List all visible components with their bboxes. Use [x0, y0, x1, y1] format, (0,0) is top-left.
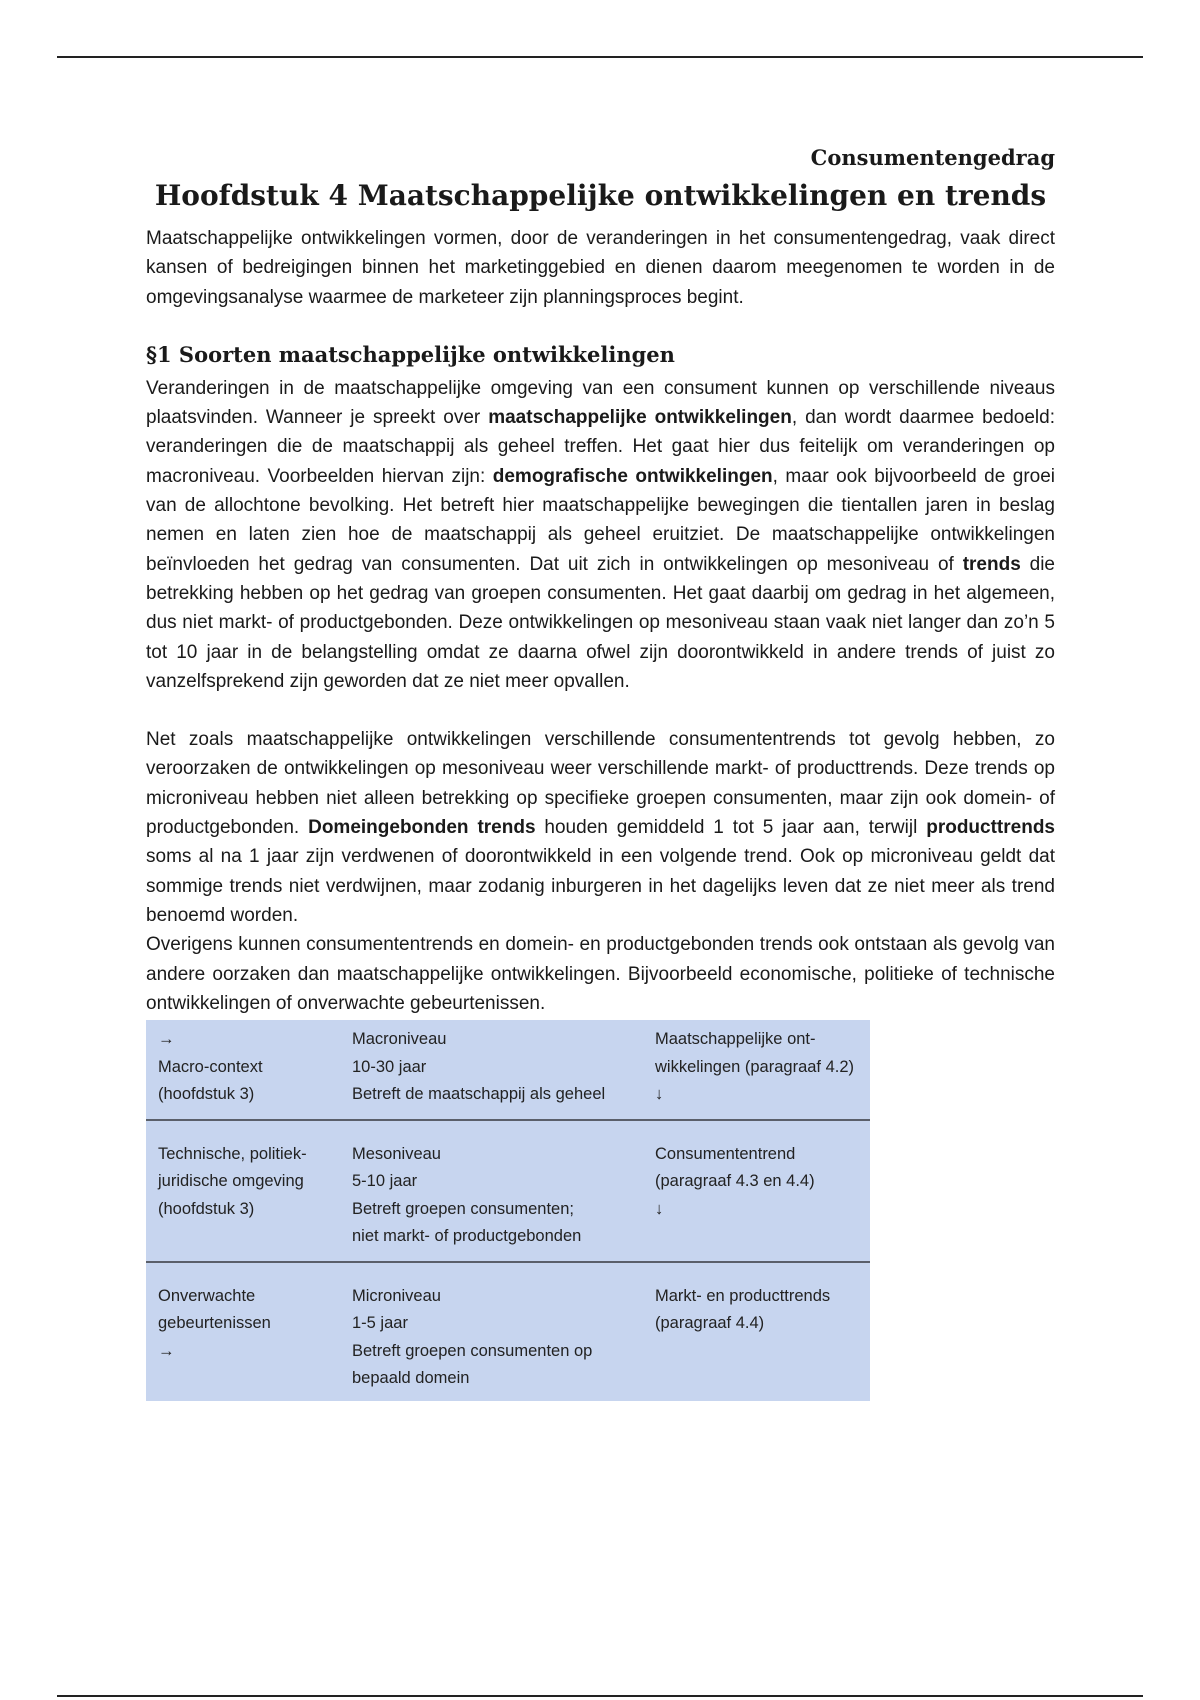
- schema-cell-line: Maatschappelijke ont-: [655, 1030, 816, 1049]
- levels-schema-table: [146, 1020, 870, 1401]
- text-run: , maar ook bijvoorbeeld de groei van de allochtone bevolking. Het betreft hier maatschappelijke bewegingen die tientallen jaren in beslag nemen en laten zien hoe de maatschappij als geheel eruitziet. De maatschappelijke ontwikkelingen beïnvloeden het gedrag van consumenten. Dat uit zich in ontwikkelingen op mesoniveau of: [146, 465, 1056, 575]
- bold-term: Domeingebonden trends: [308, 817, 536, 839]
- schema-cell: [655, 1141, 870, 1251]
- schema-cell-line: →: [158, 1030, 175, 1049]
- intro-paragraph: Maatschappelijke ontwikkelingen vormen, door de veranderingen in het consumentengedrag, vaak direct kansen of bedreigingen binnen het marketinggebied en dienen daarom meegenomen te worden in de omgevingsanalyse waarmee de marketeer zijn planningsproces begint.: [146, 228, 1055, 308]
- schema-cell-line: Mesoniveau: [352, 1144, 441, 1163]
- text-run: die betrekking hebben op het gedrag van groepen consumenten. Het gaat daarbij om gedrag in het algemeen, dus niet markt- of productgebonden. Deze ontwikkelingen op mesoniveau staan vaak niet langer dan zo’n 5 tot 10 jaar in de belangstelling omdat ze daarna ofwel zijn doorontwikkeld in andere trends of juist zo vanzelfsprekend zijn geworden dat ze niet meer opvallen.: [146, 553, 1055, 692]
- schema-row: [146, 1026, 870, 1121]
- text-run: Net zoals maatschappelijke ontwikkelingen verschillende consumententrends tot gevolg hebben, zo veroorzaken de ontwikkelingen op mesoniveau weer verschillende markt- of producttrends. Deze trends op microniveau hebben niet alleen betrekking op specifieke groepen consumenten, maar zijn ook domein- of productgebonden.: [146, 729, 1055, 839]
- schema-cell-line: wikkelingen (paragraaf 4.2): [655, 1057, 855, 1076]
- schema-cell: [158, 1141, 352, 1251]
- bottom-rule: [57, 1695, 1143, 1697]
- schema-cell-line: ↓: [655, 1199, 664, 1218]
- text-run: houden gemiddeld 1 tot 5 jaar aan, terwijl: [535, 817, 927, 839]
- section-paragraph-1: [146, 374, 1055, 696]
- bold-term: demografische ontwikkelingen: [492, 465, 773, 487]
- bold-term: maatschappelijke ontwikkelingen: [488, 407, 792, 429]
- text-run: soms al na 1 jaar zijn verdwenen of doorontwikkeld in een volgende trend. Ook op microniveau geldt dat sommige trends niet verdwijnen, maar zodanig inburgeren in het dagelijks leven dat ze niet meer als trend benoemd worden.: [146, 846, 1055, 926]
- schema-cell-line: bepaald domein: [352, 1369, 470, 1388]
- schema-cell-line: Microniveau: [352, 1286, 441, 1305]
- schema-cell-line: Consumententrend: [655, 1144, 796, 1163]
- schema-cell-line: Macro-context: [158, 1057, 263, 1076]
- schema-cell-line: 1-5 jaar: [352, 1314, 408, 1333]
- schema-row: [146, 1141, 870, 1263]
- bold-term: producttrends: [926, 817, 1055, 839]
- schema-cell-line: gebeurtenissen: [158, 1314, 271, 1333]
- subject-header: Consumentengedrag: [810, 145, 1055, 170]
- schema-cell-line: →: [158, 1341, 175, 1360]
- section-paragraph-3: Overigens kunnen consumententrends en domein- en productgebonden trends ook ontstaan als gevolg van andere oorzaken dan maatschappelijke ontwikkelingen. Bijvoorbeeld economische, politieke of technische ontwikkelingen of onverwachte gebeurtenissen.: [146, 934, 1055, 1014]
- schema-cell-line: (paragraaf 4.4): [655, 1314, 765, 1333]
- schema-cell: [655, 1026, 870, 1109]
- text-run: Veranderingen in de maatschappelijke omgeving van een consument kunnen op verschillende niveaus plaatsvinden. Wanneer je spreekt over: [146, 377, 1055, 429]
- schema-cell-line: Markt- en producttrends: [655, 1286, 831, 1305]
- schema-cell-line: Betreft groepen consumenten op: [352, 1341, 593, 1360]
- schema-cell-line: 5-10 jaar: [352, 1172, 418, 1191]
- schema-cell-line: Technische, politiek-: [158, 1144, 307, 1163]
- schema-cell: [158, 1026, 352, 1109]
- bold-term: trends: [962, 553, 1021, 575]
- top-rule: [57, 56, 1143, 58]
- schema-cell-line: Macroniveau: [352, 1030, 447, 1049]
- schema-cell-line: 10-30 jaar: [352, 1057, 427, 1076]
- document-page: [146, 138, 1055, 1401]
- schema-cell-line: ↓: [655, 1085, 664, 1104]
- schema-cell: [352, 1141, 655, 1251]
- schema-cell-line: (hoofdstuk 3): [158, 1199, 255, 1218]
- section-paragraph-2: [146, 725, 1055, 930]
- schema-cell: [655, 1283, 870, 1393]
- schema-cell-line: niet markt- of productgebonden: [352, 1227, 582, 1246]
- schema-cell: [352, 1283, 655, 1393]
- schema-cell-line: Onverwachte: [158, 1286, 256, 1305]
- schema-cell: [158, 1283, 352, 1393]
- schema-cell-line: juridische omgeving: [158, 1172, 304, 1191]
- schema-row: [146, 1283, 870, 1393]
- schema-cell-line: Betreft groepen consumenten;: [352, 1199, 574, 1218]
- schema-cell-line: Betreft de maatschappij als geheel: [352, 1085, 606, 1104]
- chapter-title: Hoofdstuk 4 Maatschappelijke ontwikkelingen en trends: [154, 179, 1047, 212]
- section-title: §1 Soorten maatschappelijke ontwikkelingen: [146, 341, 675, 367]
- schema-cell: [352, 1026, 655, 1109]
- schema-cell-line: (hoofdstuk 3): [158, 1085, 255, 1104]
- text-run: , dan wordt daarmee bedoeld: veranderingen die de maatschappij als geheel treffen. Het gaat hier dus feitelijk om veranderingen op macroniveau. Voorbeelden hiervan zijn:: [146, 407, 1055, 487]
- schema-cell-line: (paragraaf 4.3 en 4.4): [655, 1172, 815, 1191]
